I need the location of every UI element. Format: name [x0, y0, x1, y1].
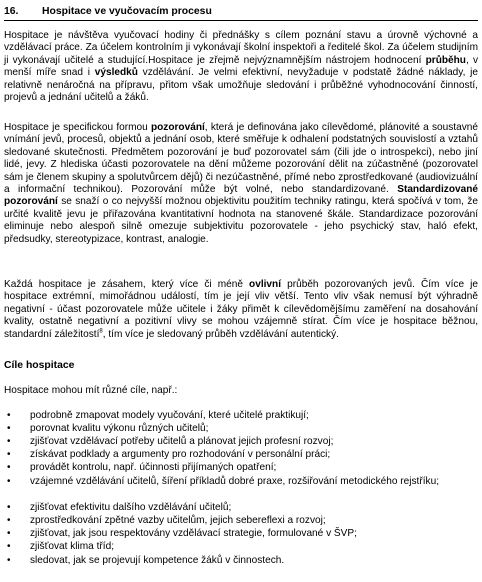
- list-item: [7, 515, 470, 527]
- list-item: [7, 541, 470, 553]
- list-item-text: zjišťovat efektivitu dalšího vzdělávání učitelů;: [30, 502, 232, 513]
- list-item: [7, 476, 470, 488]
- list-item: [7, 555, 470, 567]
- p3-text-3: , tím více je sledovaný průběh vzdělávání autentický.: [102, 328, 339, 340]
- list-item-text: podrobně zmapovat modely vyučování, které učitelé praktikují;: [30, 410, 309, 421]
- p3-bold-ovlivni: ovlivní: [249, 279, 282, 290]
- bullet-icon: •: [7, 462, 11, 473]
- list-item: [7, 436, 470, 448]
- paragraph-observation: [4, 122, 478, 246]
- p2-bold-standardizovane: Standardizované pozorování: [4, 184, 478, 208]
- list-item-text: zjišťovat klima tříd;: [30, 541, 114, 552]
- heading-underline: [4, 20, 478, 21]
- p1-text-1: Hospitace je návštěva vyučovací hodiny či přednášky s cílem poznání stavu a úrovně výchovné a vzdělávací práce. Za účelem kontrolním ji vykonávají školní inspektoři a ředitelé škol. Za účelem studijním ji vykonávají učitelé a studující.Hospitace je zřejmě nejvýznamnějším nástrojem hodnocení: [4, 30, 478, 66]
- bullet-icon: •: [7, 449, 11, 460]
- bullet-icon: •: [7, 515, 11, 526]
- paragraph-intro: [4, 30, 478, 104]
- bullet-icon: •: [7, 555, 11, 566]
- list-item-text: vzájemné vzdělávání učitelů, šíření příkladů dobré praxe, rozšiřování metodického rejstříku;: [30, 476, 439, 487]
- list-item: [7, 502, 470, 514]
- list-item-text: provádět kontrolu, např. účinnosti přijímaných opatření;: [30, 462, 277, 473]
- p1-bold-vysledku: výsledků: [94, 67, 138, 79]
- list-item-text: zjišťovat, jak jsou respektovány vzdělávací strategie, formulované v ŠVP;: [30, 528, 357, 539]
- list-item: [7, 410, 470, 422]
- list-item-text: porovnat kvalitu výkonu různých učitelů;: [30, 423, 209, 434]
- list-item: [7, 528, 470, 540]
- p1-bold-prubeh: průběhu: [425, 54, 466, 66]
- p3-text-2: průběh pozorovaných jevů. Čím více je hospitace extrémní, mimořádnou událostí, tím je její vliv větší. Tento vliv však nemusí být výhradně negativní - účast pozorovatele může učitele i žáky přimět k cílevědomějšímu zaměření na dosahování kvality, ostatně negativní a pozitivní vlivy se mohou vzájemně stírat. Čím více je hospitace běžnou, standardní záležitostí: [4, 279, 478, 340]
- section-title: Hospitace ve vyučovacím procesu: [42, 6, 212, 17]
- bullet-icon: •: [7, 476, 11, 487]
- paragraph-influence: [4, 279, 478, 341]
- list-item-text: získávat podklady a argumenty pro rozhodování v personální práci;: [30, 449, 331, 460]
- bullet-icon: •: [7, 541, 11, 552]
- goals-intro: Hospitace mohou mít různé cíle, např.:: [4, 385, 178, 396]
- p2-text-3: se snaží o co nejvyšší možnou objektivitu použitím techniky ratingu, která spočívá v tom, že určité kvalitě jevu je přiřazována kvantitativní hodnota na stanovené škále. Standardizace pozorování eliminuje nebo alespoň silně omezuje subjektivitu pozorovatele - jeho psychický stav, haló efekt, předsudky, stereotypizace, kontrast, analogie.: [4, 196, 478, 245]
- bullet-icon: •: [7, 423, 11, 434]
- p1-text-3: vzdělávání. Je velmi efektivní, nevyžaduje v podstatě žádné náklady, je relativně nenáročná na přípravu, přitom však umožňuje sledování i průběžné vyhodnocování činností, projevů a jednání učitelů a žáků.: [4, 67, 478, 104]
- bullet-icon: •: [7, 436, 11, 447]
- list-item-text: zprostředkování zpětné vazby učitelům, jejich sebereflexi a rozvoj;: [30, 515, 326, 526]
- p2-text-2: , která je definována jako cílevědomé, plánovité a soustavné vnímání jevů, procesů, objektů a jednání osob, které směřuje k odhalení podstatných souvislostí a vztahů sledované skutečnosti. Předmětem pozorování je buď pozorovatel sám (čili jde o introspekci), nebo jiní lidé, jevy. Z hlediska účasti pozorovatele na dění můžeme pozorování dělit na zúčastněné (pozorovatel sám je členem skupiny a spolutvůrcem dějů) či nezúčastněné, přímé nebo zprostředkované (audiovizuální a informační technikou). Pozorování může být volné, nebo standardizované.: [4, 122, 478, 196]
- p1-text-2: , v menší míře snad i: [4, 54, 478, 79]
- p2-bold-pozorovani: pozorování: [150, 122, 205, 133]
- list-item: [7, 462, 470, 474]
- bullet-icon: •: [7, 528, 11, 539]
- bullet-icon: •: [7, 502, 11, 513]
- goals-heading: Cíle hospitace: [4, 360, 75, 371]
- p2-text-1: Hospitace je specifickou formou: [4, 122, 151, 133]
- section-number: 16.: [4, 6, 19, 17]
- list-item: [7, 423, 470, 435]
- p3-text-1: Každá hospitace je zásahem, který více či méně: [4, 279, 250, 290]
- section-heading: [4, 6, 212, 17]
- bullet-icon: •: [7, 410, 11, 421]
- list-item: [7, 449, 470, 461]
- list-item-text: sledovat, jak se projevují kompetence žáků v činnostech.: [30, 555, 285, 566]
- list-item-text: zjišťovat vzdělávací potřeby učitelů a plánovat jejich profesní rozvoj;: [30, 436, 334, 447]
- footnote-marker: 8: [99, 328, 103, 335]
